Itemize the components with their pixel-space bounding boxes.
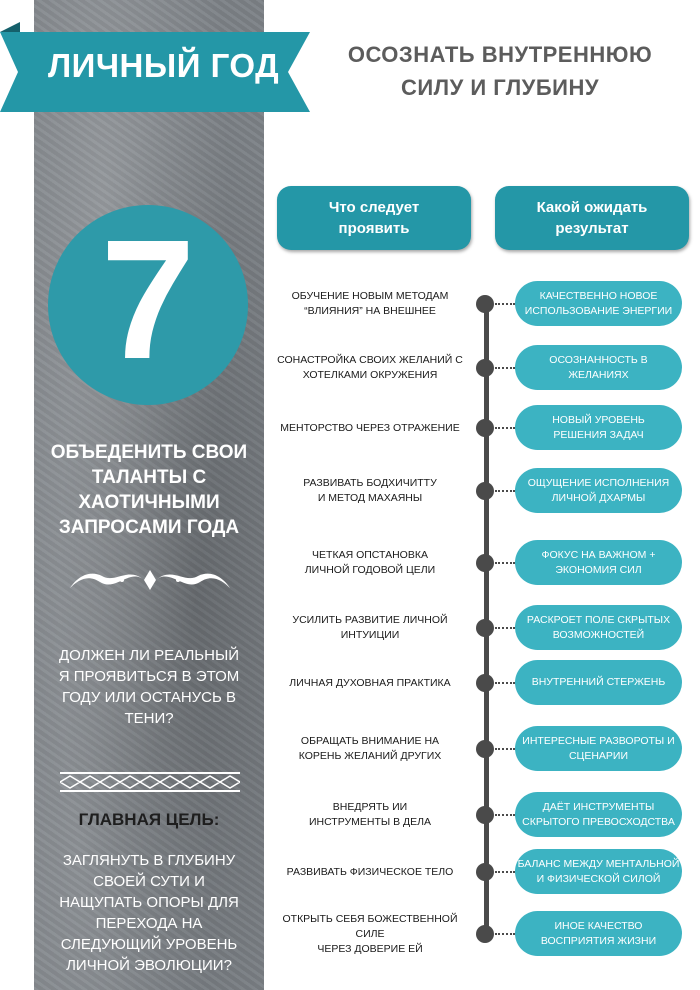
- timeline-dot: [476, 740, 494, 758]
- dotted-connector: [495, 814, 515, 816]
- dotted-connector: [495, 303, 515, 305]
- dotted-connector: [495, 871, 515, 873]
- column-header-right-label: Какой ожидать результат: [536, 199, 648, 237]
- action-text: СОНАСТРОЙКА СВОИХ ЖЕЛАНИЙ С ХОТЕЛКАМИ ОКРУЖЕНИЯ: [277, 354, 463, 381]
- action-text: УСИЛИТЬ РАЗВИТИЕ ЛИЧНОЙ ИНТУИЦИИ: [292, 614, 448, 641]
- timeline-dot: [476, 482, 494, 500]
- dotted-connector: [495, 427, 515, 429]
- goal-text: ЗАГЛЯНУТЬ В ГЛУБИНУ СВОЕЙ СУТИ И НАЩУПАТЬ ОПОРЫ ДЛЯ ПЕРЕХОДА НА СЛЕДУЮЩИЙ УРОВЕНЬ ЛИЧНОЙ ЭВОЛЮЦИИ?: [59, 852, 239, 974]
- timeline-dot: [476, 359, 494, 377]
- result-pill: ИНОЕ КАЧЕСТВО ВОСПРИЯТИЯ ЖИЗНИ: [515, 911, 682, 956]
- dotted-connector: [495, 627, 515, 629]
- dotted-connector: [495, 562, 515, 564]
- timeline-dot: [476, 619, 494, 637]
- action-text: ЧЕТКАЯ ОПСТАНОВКА ЛИЧНОЙ ГОДОВОЙ ЦЕЛИ: [304, 549, 436, 576]
- result-pill: ВНУТРЕННИЙ СТЕРЖЕНЬ: [515, 660, 682, 705]
- dotted-connector: [495, 490, 515, 492]
- result-pill: ДАЁТ ИНСТРУМЕНТЫ СКРЫТОГО ПРЕВОСХОДСТВА: [515, 792, 682, 837]
- timeline-dot: [476, 419, 494, 437]
- sidebar-title: ОБЪЕДЕНИТЬ СВОИ ТАЛАНТЫ С ХАОТИЧНЫМИ ЗАПРОСАМИ ГОДА: [50, 442, 248, 538]
- timeline-dot: [476, 925, 494, 943]
- dotted-connector: [495, 682, 515, 684]
- column-header-left: [277, 186, 471, 250]
- action-text: ОТКРЫТЬ СЕБЯ БОЖЕСТВЕННОЙ СИЛЕ ЧЕРЕЗ ДОВЕРИЕ ЕЙ: [282, 912, 458, 955]
- goal-title: ГЛАВНАЯ ЦЕЛЬ:: [78, 810, 220, 829]
- timeline-row: [0, 724, 700, 774]
- action-text: РАЗВИВАТЬ ФИЗИЧЕСКОЕ ТЕЛО: [286, 865, 454, 878]
- timeline-row: [0, 603, 700, 653]
- timeline-row: [0, 790, 700, 840]
- action-text: ЛИЧНАЯ ДУХОВНАЯ ПРАКТИКА: [289, 676, 451, 689]
- year-number: 7: [100, 205, 196, 395]
- dotted-connector: [495, 367, 515, 369]
- result-pill: КАЧЕСТВЕННО НОВОЕ ИСПОЛЬЗОВАНИЕ ЭНЕРГИИ: [515, 281, 682, 326]
- action-text: МЕНТОРСТВО ЧЕРЕЗ ОТРАЖЕНИЕ: [280, 421, 460, 434]
- result-pill: ОЩУЩЕНИЕ ИСПОЛНЕНИЯ ЛИЧНОЙ ДХАРМЫ: [515, 468, 682, 513]
- result-pill: ИНТЕРЕСНЫЕ РАЗВОРОТЫ И СЦЕНАРИИ: [515, 726, 682, 771]
- result-pill: ОСОЗНАННОСТЬ В ЖЕЛАНИЯХ: [515, 345, 682, 390]
- action-text: ОБРАЩАТЬ ВНИМАНИЕ НА КОРЕНЬ ЖЕЛАНИЙ ДРУГИХ: [298, 735, 442, 762]
- result-pill: ФОКУС НА ВАЖНОМ + ЭКОНОМИЯ СИЛ: [515, 540, 682, 585]
- timeline-row: [0, 847, 700, 897]
- timeline-row: [0, 403, 700, 453]
- timeline-dot: [476, 295, 494, 313]
- timeline-row: [0, 658, 700, 708]
- timeline-row: [0, 538, 700, 588]
- timeline-row: [0, 279, 700, 329]
- timeline-row: [0, 466, 700, 516]
- action-text: ОБУЧЕНИЕ НОВЫМ МЕТОДАМ “ВЛИЯНИЯ” НА ВНЕШНЕЕ: [291, 290, 449, 317]
- page-headline: ОСОЗНАТЬ ВНУТРЕННЮЮ СИЛУ И ГЛУБИНУ: [347, 42, 653, 100]
- action-text: ВНЕДРЯТЬ ИИ ИНСТРУМЕНТЫ В ДЕЛА: [308, 801, 432, 828]
- action-text: РАЗВИВАТЬ БОДХИЧИТТУ И МЕТОД МАХАЯНЫ: [303, 477, 437, 504]
- result-pill: РАСКРОЕТ ПОЛЕ СКРЫТЫХ ВОЗМОЖНОСТЕЙ: [515, 605, 682, 650]
- timeline-dot: [476, 554, 494, 572]
- timeline-dot: [476, 863, 494, 881]
- column-header-left-label: Что следует проявить: [328, 199, 420, 237]
- timeline-row: [0, 909, 700, 959]
- sidebar-question: ДОЛЖЕН ЛИ РЕАЛЬНЫЙ Я ПРОЯВИТЬСЯ В ЭТОМ ГОДУ ИЛИ ОСТАНУСЬ В ТЕНИ?: [58, 647, 240, 727]
- timeline-row: [0, 343, 700, 393]
- dotted-connector: [495, 748, 515, 750]
- result-pill: НОВЫЙ УРОВЕНЬ РЕШЕНИЯ ЗАДАЧ: [515, 405, 682, 450]
- timeline-dot: [476, 806, 494, 824]
- dotted-connector: [495, 933, 515, 935]
- column-header-right: [495, 186, 689, 250]
- banner-title: ЛИЧНЫЙ ГОД: [48, 47, 280, 84]
- result-pill: БАЛАНС МЕЖДУ МЕНТАЛЬНОЙ И ФИЗИЧЕСКОЙ СИЛОЙ: [515, 849, 682, 894]
- timeline-dot: [476, 674, 494, 692]
